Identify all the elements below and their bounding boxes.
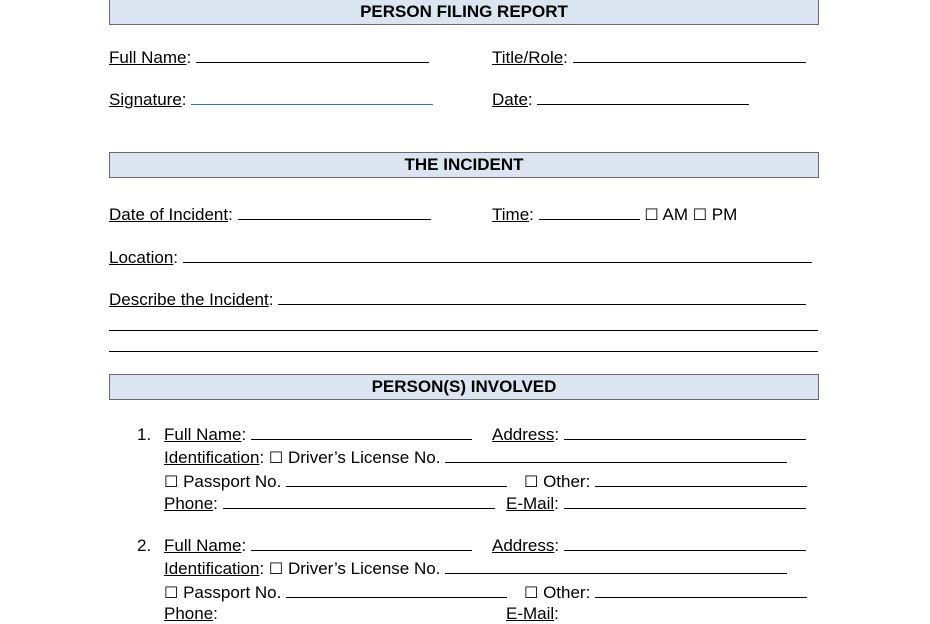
person-1-email-field[interactable] [564, 494, 806, 509]
person-2-passport-checkbox-icon[interactable]: ☐ [164, 583, 179, 602]
person-2-email-row: E-Mail: [506, 604, 559, 623]
filer-signature-row: Signature: [109, 90, 433, 110]
person-1-identification-row: Identification: ☐ Driver’s License No. [164, 448, 787, 468]
person-2-drivers-license-field[interactable] [445, 559, 787, 574]
title-role-label: Title/Role [492, 48, 564, 67]
person-2-other-field[interactable] [595, 583, 807, 598]
person-2-address-field[interactable] [564, 536, 806, 551]
person-2-address-label: Address [492, 536, 555, 555]
person-2-passport-row [164, 583, 507, 603]
date-of-incident-field[interactable] [238, 205, 431, 220]
date-label: Date [492, 90, 528, 109]
location-field[interactable] [183, 248, 812, 263]
incident-location-row: Location: [109, 248, 812, 268]
person-2-passport-field[interactable] [286, 583, 507, 598]
person-2-drivers-license-label: Driver’s License No. [287, 559, 441, 578]
full-name-field[interactable] [196, 48, 429, 63]
person-2-other-label: Other: [543, 583, 591, 602]
person-2-full-name-row: Full Name: [164, 536, 472, 556]
person-2-identification-row: Identification: ☐ Driver’s License No. [164, 559, 787, 579]
section-header-filer: PERSON FILING REPORT [109, 0, 819, 25]
person-1-full-name-row: Full Name: [164, 425, 472, 445]
person-2-phone-label: Phone [164, 604, 214, 623]
person-1-passport-label: Passport No. [183, 472, 282, 491]
am-checkbox-icon[interactable]: ☐ [644, 205, 659, 224]
person-2-full-name-field[interactable] [251, 536, 472, 551]
pm-checkbox-icon[interactable]: ☐ [692, 205, 708, 224]
am-label: AM [662, 205, 688, 224]
person-1-address-field[interactable] [564, 425, 806, 440]
filer-full-name-row: Full Name: [109, 48, 429, 68]
person-1-full-name-field[interactable] [251, 425, 472, 440]
person-1-drivers-license-checkbox-icon[interactable]: ☐ [268, 448, 284, 467]
person-1-address-row: Address: [492, 425, 806, 445]
person-1-passport-row [164, 472, 507, 492]
person-2-drivers-license-checkbox-icon[interactable]: ☐ [268, 559, 284, 578]
describe-line-2[interactable] [109, 330, 818, 331]
person-1-email-label: E-Mail [506, 494, 555, 513]
location-label: Location [109, 248, 174, 267]
person-1-other-checkbox-icon[interactable]: ☐ [524, 472, 539, 491]
section-header-incident: THE INCIDENT [109, 152, 819, 178]
person-1-phone-field[interactable] [223, 494, 495, 509]
person-2-identification-label: Identification [164, 559, 260, 578]
incident-describe-row: Describe the Incident: [109, 290, 806, 310]
describe-incident-field[interactable] [278, 290, 806, 305]
person-1-other-label: Other: [543, 472, 591, 491]
person-1-full-name-label: Full Name [164, 425, 242, 444]
person-2-other-row [524, 583, 807, 603]
signature-label: Signature [109, 90, 182, 109]
full-name-label: Full Name [109, 48, 187, 67]
person-1-phone-row: Phone: [164, 494, 495, 514]
person-2-number: 2. [137, 536, 152, 555]
section-header-involved: PERSON(S) INVOLVED [109, 374, 819, 400]
person-1-phone-label: Phone [164, 494, 214, 513]
person-1-passport-field[interactable] [286, 472, 507, 487]
date-field[interactable] [537, 90, 749, 105]
person-1-identification-label: Identification [164, 448, 260, 467]
incident-time-row: Time: ☐ AM ☐ PM [492, 205, 738, 224]
title-role-field[interactable] [573, 48, 806, 63]
person-2-full-name-label: Full Name [164, 536, 242, 555]
incident-date-row: Date of Incident: [109, 205, 431, 225]
person-1-drivers-license-label: Driver’s License No. [287, 448, 441, 467]
describe-incident-label: Describe the Incident [109, 290, 269, 309]
person-2-phone-row: Phone: [164, 604, 218, 623]
filer-title-row: Title/Role: [492, 48, 806, 68]
person-1-number: 1. [137, 425, 152, 444]
filer-date-row: Date: [492, 90, 749, 110]
person-1-address-label: Address [492, 425, 555, 444]
pm-label: PM [711, 205, 738, 224]
describe-line-3[interactable] [109, 351, 818, 352]
person-2-address-row: Address: [492, 536, 806, 556]
time-label: Time [492, 205, 530, 224]
person-2-email-label: E-Mail [506, 604, 555, 623]
time-field[interactable] [539, 205, 640, 220]
person-1-other-row [524, 472, 807, 492]
person-1-email-row: E-Mail: [506, 494, 806, 514]
person-2-passport-label: Passport No. [183, 583, 282, 602]
person-1-other-field[interactable] [595, 472, 807, 487]
person-2-other-checkbox-icon[interactable]: ☐ [524, 583, 539, 602]
signature-field[interactable] [191, 90, 433, 105]
person-1-passport-checkbox-icon[interactable]: ☐ [164, 472, 179, 491]
person-1-drivers-license-field[interactable] [445, 448, 787, 463]
date-of-incident-label: Date of Incident [109, 205, 229, 224]
